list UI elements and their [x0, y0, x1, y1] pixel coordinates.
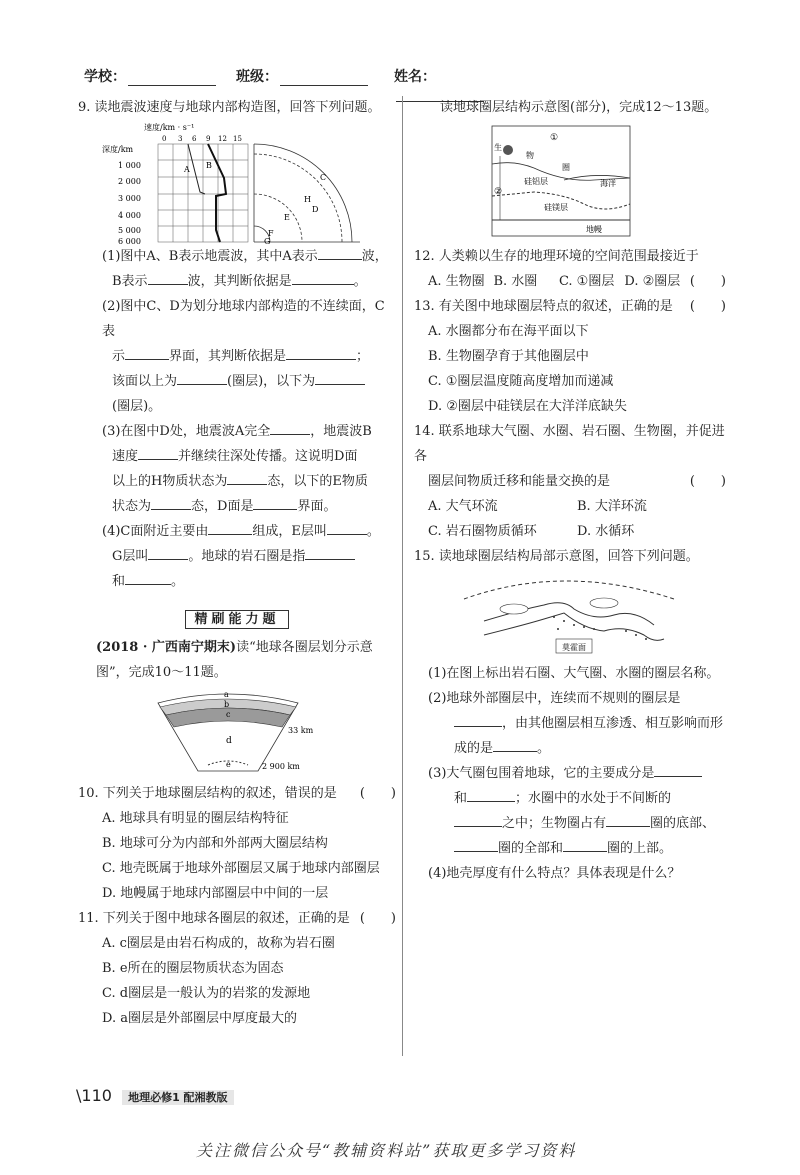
watermark: 关注微信公众号“教辅资料站”获取更多学习资料: [196, 1141, 577, 1160]
vel-tick: 15: [233, 135, 242, 143]
q14-option[interactable]: C. 岩石圈物质循环: [428, 524, 537, 539]
vel-tick: 9: [206, 135, 211, 143]
q15-part3: (3)大气圈包围着地球，它的主要成分是: [414, 761, 726, 786]
intro-12-13: 读地球圈层结构示意图(部分)，完成12～13题。: [440, 100, 718, 115]
q10-stem: 10. 下列关于地球圈层结构的叙述，错误的是 ( ): [78, 786, 396, 801]
depth-axis-label: 深度/km: [102, 145, 134, 154]
label-c2: c: [226, 710, 231, 719]
q9-part3-cont2: 以上的H物质状态为 态，以下的E物质: [78, 469, 396, 494]
q13-option[interactable]: C. ①圈层温度随高度增加而递减: [428, 374, 614, 389]
q9-part1: (1)图中A、B表示地震波，其中A表示 波，: [78, 244, 396, 269]
q12-option[interactable]: A. 生物圈: [428, 274, 485, 289]
label-f: F: [268, 229, 274, 238]
left-column: [78, 95, 396, 1031]
q15-part1: (1)在图上标出岩石圈、大气圈、水圈的圈层名称。: [428, 666, 720, 681]
answer-blank[interactable]: [208, 520, 252, 535]
circle-2: ②: [494, 187, 503, 197]
q9-part3-cont3: 状态为 态，D面是 界面。: [78, 494, 396, 519]
q9-part3-cont: 速度 并继续往深处传播。这说明D面: [78, 444, 396, 469]
answer-blank[interactable]: [467, 787, 515, 802]
cloud-icon: [500, 604, 528, 614]
q11-option[interactable]: D. a圈层是外部圈层中厚度最大的: [102, 1011, 297, 1026]
label-wu: 物: [526, 151, 534, 160]
school-label: 学校：: [84, 66, 216, 86]
q11-option[interactable]: A. c圈层是由岩石构成的，故称为岩石圈: [102, 936, 335, 951]
q12-stem: 12. 人类赖以生存的地理环境的空间范围最接近于 ( ): [414, 249, 726, 289]
depth-33km: 33 km: [288, 726, 314, 735]
q15-part3-cont: 和 ；水圈中的水处于不间断的: [414, 786, 726, 811]
label-e: E: [284, 213, 290, 222]
answer-blank[interactable]: [454, 712, 502, 727]
label-c: C: [320, 173, 327, 182]
vel-tick: 12: [218, 135, 227, 143]
label-d: D: [312, 205, 319, 214]
q9-part1-cont: B表示 波，其判断依据是 。: [78, 269, 396, 294]
answer-blank[interactable]: [286, 345, 356, 360]
label-dimao: 地幔: [586, 225, 602, 234]
answer-blank[interactable]: [654, 762, 702, 777]
q15-part3-cont2: 之中；生物圈占有 圈的底部、: [414, 811, 726, 836]
answer-blank[interactable]: [606, 812, 650, 827]
answer-blank[interactable]: [125, 570, 171, 585]
label-e2: e: [226, 760, 231, 769]
label-a: A: [184, 165, 190, 174]
label-sheng: 生: [494, 143, 502, 152]
vel-axis-label: 速度/km · s⁻¹: [144, 123, 195, 132]
depth-tick: 2 000: [118, 177, 141, 186]
rock-dots: [553, 616, 647, 640]
q12-options: [414, 269, 690, 294]
class-blank[interactable]: [280, 71, 368, 86]
name-label: 姓名：: [394, 66, 524, 102]
q12-option[interactable]: B. 水圈: [493, 274, 538, 289]
q10-option[interactable]: A. 地球具有明显的圈层结构特征: [102, 811, 289, 826]
label-b: B: [206, 161, 212, 170]
depth-2900km: 2 900 km: [262, 762, 300, 771]
answer-blank[interactable]: [227, 470, 267, 485]
page-header: [84, 66, 524, 88]
q9-part2-cont2: 该面以上为 (圈层)，以下为: [78, 369, 396, 394]
q10-option[interactable]: B. 地球可分为内部和外部两大圈层结构: [102, 836, 328, 851]
label-quan: 圈: [562, 163, 570, 172]
q14-stem: 14. 联系地球大气圈、水圈、岩石圈、生物圈，并促进各: [414, 424, 725, 464]
q15-part4: (4)地壳厚度有什么特点？具体表现是什么？: [428, 866, 681, 881]
q15-part3-cont3: 圈的全部和 圈的上部。: [414, 836, 726, 861]
answer-blank[interactable]: [253, 495, 297, 510]
depth-tick: 6 000: [118, 237, 141, 244]
circle-1: ①: [550, 133, 559, 143]
q14-option[interactable]: B. 大洋环流: [577, 499, 647, 514]
tree-icon: [503, 145, 513, 155]
q9-stem: 9. 读地震波速度与地球内部构造图，回答下列问题。: [78, 100, 381, 115]
label-haiyang: 海洋: [600, 179, 616, 188]
q14-stem-cont: 圈层间物质迁移和能量交换的是 ( ): [428, 474, 726, 489]
depth-tick: 3 000: [118, 194, 141, 203]
local-spheres-figure: [414, 569, 714, 661]
intro-10-11: (2018 · 广西南宁期末)读“地球各圈层划分示意图”，完成10～11题。: [96, 640, 373, 680]
vel-tick: 0: [162, 135, 167, 143]
q14-option[interactable]: D. 水循环: [577, 524, 635, 539]
q15-part2: (2)地球外部圈层中，连续而不规则的圈层是: [428, 691, 681, 706]
q14-option[interactable]: A. 大气环流: [428, 499, 498, 514]
answer-blank[interactable]: [563, 837, 607, 852]
q14-options-row2: [414, 519, 726, 544]
q11-option[interactable]: C. d圈层是一般认为的岩浆的发源地: [102, 986, 311, 1001]
answer-blank[interactable]: [454, 837, 498, 852]
q13-stem: 13. 有关图中地球圈层特点的叙述，正确的是 ( ): [414, 299, 726, 314]
depth-tick: 4 000: [118, 211, 141, 220]
q9-part3: (3)在图中D处，地震波A完全 ，地震波B: [78, 419, 396, 444]
q14-options-row1: [414, 494, 726, 519]
q9-part2: (2)图中C、D为划分地球内部构造的不连续面，C表: [102, 299, 385, 339]
label-b2: b: [224, 700, 230, 709]
answer-blank[interactable]: [305, 545, 355, 560]
answer-blank[interactable]: [493, 737, 537, 752]
q10-option[interactable]: D. 地幔属于地球内部圈层中中间的一层: [102, 886, 329, 901]
seismic-figure: [88, 120, 388, 244]
depth-tick: 5 000: [118, 226, 141, 235]
column-divider: [402, 96, 403, 1056]
label-guimei: 硅镁层: [544, 203, 568, 212]
q13-option[interactable]: B. 生物圈孕育于其他圈层中: [428, 349, 589, 364]
page-footer: [76, 1086, 234, 1110]
label-g: G: [264, 237, 271, 244]
q9-part4-cont: G层叫 。地球的岩石圈是指: [78, 544, 396, 569]
q15-stem: 15. 读地球圈层结构局部示意图，回答下列问题。: [414, 549, 699, 564]
q9-part4: (4)C面附近主要由 组成，E层叫 。: [78, 519, 396, 544]
spheres-figure: [414, 120, 714, 240]
answer-blank[interactable]: [318, 245, 362, 260]
q15-part2-cont2: 成的是 。: [414, 736, 726, 761]
label-h: H: [304, 195, 311, 204]
label-d2: d: [226, 736, 232, 746]
page-number: \110: [76, 1086, 112, 1105]
answer-blank[interactable]: [292, 270, 354, 285]
moho-label: 莫霍面: [562, 643, 586, 652]
answer-blank[interactable]: [148, 270, 188, 285]
answer-blank[interactable]: [148, 545, 188, 560]
q9-part4-cont2: 和 。: [78, 569, 396, 594]
label-a2: a: [224, 690, 229, 699]
book-label: 地理必修1 配湘教版: [122, 1090, 233, 1105]
q12-option[interactable]: C. ①圈层: [558, 274, 615, 289]
vel-tick: 6: [192, 135, 197, 143]
q15-part2-cont: ，由其他圈层相互渗透、相互影响而形: [414, 711, 726, 736]
answer-blank[interactable]: [454, 812, 502, 827]
earth-layers-figure: [78, 685, 378, 775]
wave-a-curve: [188, 144, 205, 194]
q12-option[interactable]: D. ②圈层: [624, 274, 681, 289]
wave-b-curve: [208, 144, 226, 242]
answer-blank[interactable]: [125, 345, 169, 360]
answer-blank[interactable]: [177, 370, 227, 385]
depth-tick: 1 000: [118, 161, 141, 170]
answer-blank[interactable]: [270, 420, 310, 435]
school-blank[interactable]: [128, 71, 216, 86]
answer-blank[interactable]: [151, 495, 191, 510]
answer-blank[interactable]: [315, 370, 365, 385]
label-gui: 硅铝层: [524, 177, 548, 186]
q13-option[interactable]: A. 水圈都分布在海平面以下: [428, 324, 589, 339]
vel-tick: 3: [178, 135, 183, 143]
q9-part2-cont3: (圈层)。: [112, 399, 162, 414]
section-title: 精刷能力题: [78, 608, 396, 627]
answer-blank[interactable]: [138, 445, 178, 460]
q10-option[interactable]: C. 地壳既属于地球外部圈层又属于地球内部圈层: [102, 861, 380, 876]
cloud-icon: [590, 598, 618, 608]
class-label: 班级：: [236, 66, 368, 86]
earth-section: [254, 144, 360, 242]
q13-option[interactable]: D. ②圈层中硅镁层在大洋洋底缺失: [428, 399, 627, 414]
q11-stem: 11. 下列关于图中地球各圈层的叙述，正确的是 ( ): [78, 911, 396, 926]
right-column: [414, 95, 726, 886]
answer-blank[interactable]: [327, 520, 367, 535]
q9-part2-cont: 示 界面，其判断依据是 ；: [78, 344, 396, 369]
q11-option[interactable]: B. e所在的圈层物质状态为固态: [102, 961, 284, 976]
